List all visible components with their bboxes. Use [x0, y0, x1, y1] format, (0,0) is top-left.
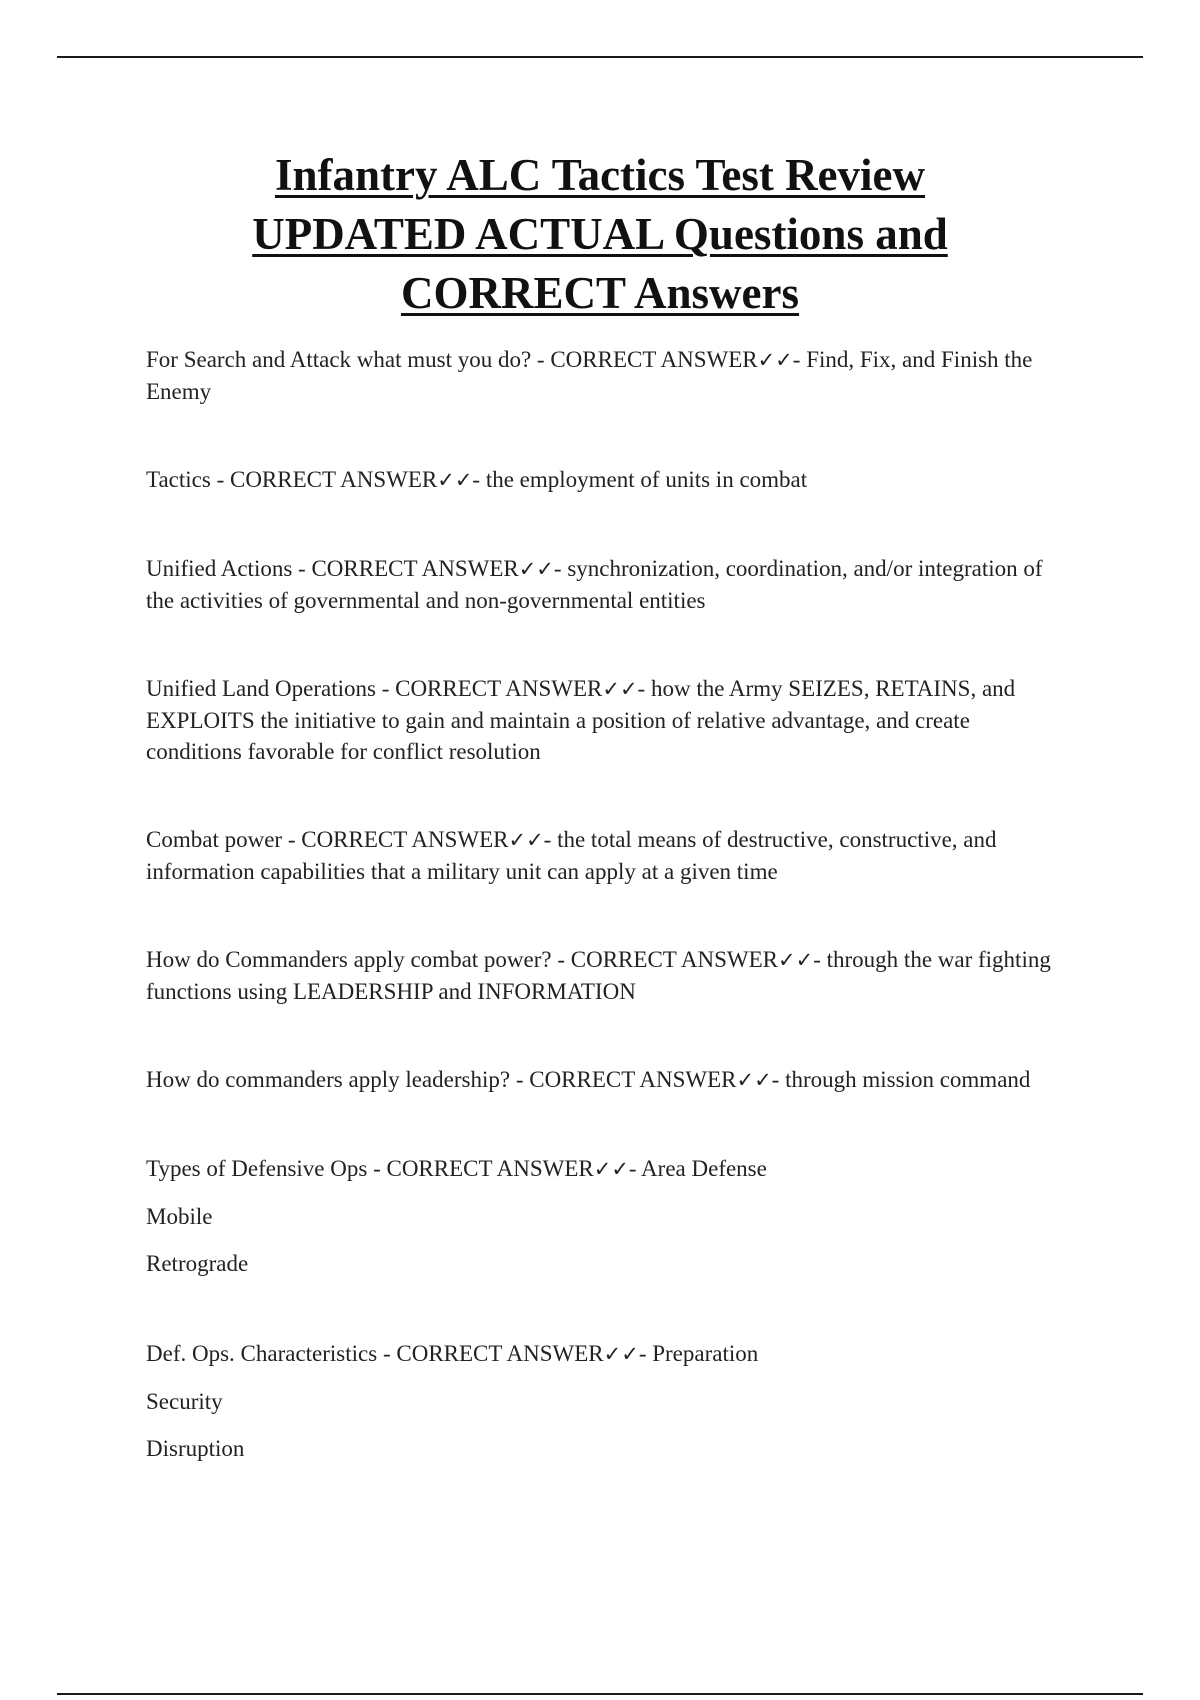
- qa-separator: - CORRECT ANSWER: [531, 347, 758, 372]
- top-rule: [57, 56, 1143, 58]
- qa-text: [146, 1338, 1066, 1370]
- qa-text: [146, 344, 1066, 407]
- checkmark-icon: ✓✓: [593, 1157, 629, 1181]
- qa-answer-line: Security: [146, 1389, 223, 1414]
- title-line-3: CORRECT Answers: [401, 268, 799, 318]
- qa-item: [146, 673, 1066, 767]
- qa-answer: - Preparation: [638, 1341, 759, 1366]
- qa-answer-line: Retrograde: [146, 1251, 249, 1276]
- qa-item: [146, 1153, 1066, 1279]
- qa-separator: - CORRECT ANSWER: [551, 947, 779, 972]
- qa-answer: - the employment of units in combat: [472, 467, 808, 492]
- qa-separator: - CORRECT ANSWER: [282, 827, 509, 852]
- qa-text: [146, 673, 1066, 767]
- checkmark-icon: ✓✓: [508, 828, 544, 852]
- qa-item: [146, 464, 1066, 496]
- bottom-rule: [57, 1693, 1143, 1695]
- title-line-1: Infantry ALC Tactics Test Review: [274, 150, 926, 200]
- checkmark-icon: ✓✓: [437, 468, 473, 492]
- qa-separator: - CORRECT ANSWER: [510, 1067, 737, 1092]
- qa-separator: - CORRECT ANSWER: [375, 676, 603, 701]
- qa-text: [146, 1153, 1066, 1185]
- qa-separator: - CORRECT ANSWER: [292, 556, 519, 581]
- document-title: [100, 146, 1100, 323]
- qa-text: [146, 464, 1066, 496]
- qa-answer: - how the Army SEIZES, RETAINS, and EXPLOITS the initiative to gain and maintain a position of relative advantage, and create conditions favorable for conflict resolution: [146, 676, 1016, 764]
- qa-question: Tactics: [146, 467, 211, 492]
- qa-text: [146, 553, 1066, 616]
- qa-answer: - the total means of destructive, constructive, and information capabilities that a military unit can apply at a given time: [146, 827, 997, 884]
- title-line-2: UPDATED ACTUAL Questions and: [252, 209, 948, 259]
- qa-answer: - Find, Fix, and Finish the Enemy: [146, 347, 1033, 404]
- qa-question: Unified Land Operations: [146, 676, 376, 701]
- qa-answer-line: Disruption: [146, 1436, 245, 1461]
- qa-item: [146, 1338, 1066, 1464]
- qa-item: [146, 1064, 1066, 1096]
- checkmark-icon: ✓✓: [757, 348, 793, 372]
- qa-question: How do Commanders apply combat power?: [146, 947, 552, 972]
- checkmark-icon: ✓✓: [602, 677, 638, 701]
- qa-text: [146, 944, 1066, 1007]
- qa-answer: - through mission command: [771, 1067, 1031, 1092]
- qa-separator: - CORRECT ANSWER: [367, 1156, 594, 1181]
- qa-answer-line: Mobile: [146, 1204, 213, 1229]
- qa-answer: - Area Defense: [628, 1156, 767, 1181]
- qa-item: [146, 824, 1066, 887]
- checkmark-icon: ✓✓: [778, 948, 814, 972]
- qa-answer: - through the war fighting functions using LEADERSHIP and INFORMATION: [146, 947, 1051, 1004]
- qa-text: [146, 1064, 1066, 1096]
- qa-question: Types of Defensive Ops: [146, 1156, 368, 1181]
- qa-question: For Search and Attack what must you do?: [146, 347, 532, 372]
- checkmark-icon: ✓✓: [736, 1068, 772, 1092]
- qa-question: How do commanders apply leadership?: [146, 1067, 511, 1092]
- qa-question: Unified Actions: [146, 556, 293, 581]
- checkmark-icon: ✓✓: [518, 557, 554, 581]
- qa-text: [146, 824, 1066, 887]
- qa-separator: - CORRECT ANSWER: [377, 1341, 604, 1366]
- qa-list: [146, 344, 1066, 1464]
- qa-answer: - synchronization, coordination, and/or integration of the activities of governmental and non-governmental entities: [146, 556, 1043, 613]
- checkmark-icon: ✓✓: [603, 1342, 639, 1366]
- qa-item: [146, 944, 1066, 1007]
- qa-question: Def. Ops. Characteristics: [146, 1341, 378, 1366]
- qa-item: [146, 553, 1066, 616]
- qa-separator: - CORRECT ANSWER: [210, 467, 438, 492]
- qa-item: [146, 344, 1066, 407]
- qa-question: Combat power: [146, 827, 283, 852]
